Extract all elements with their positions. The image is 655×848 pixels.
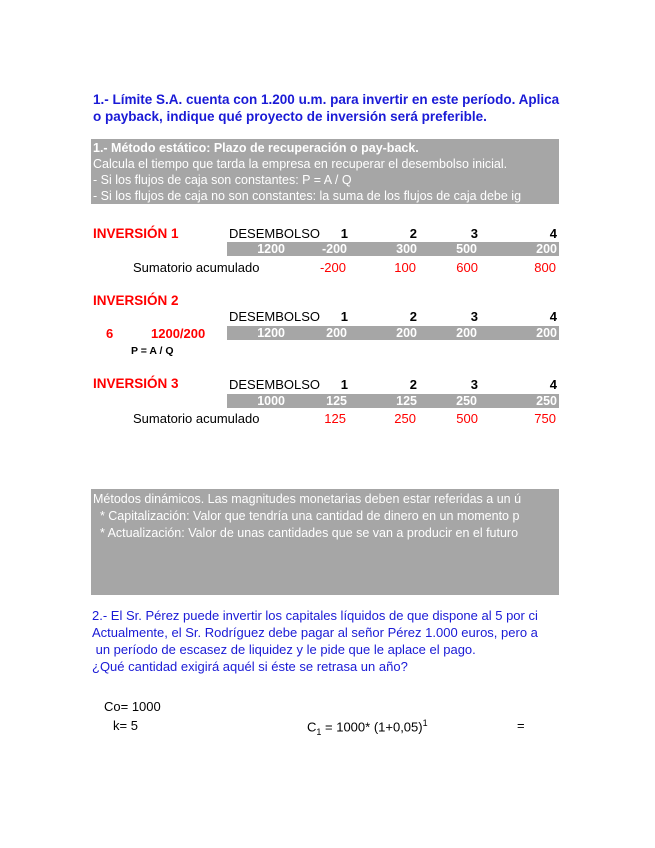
investment1-flow-1: -200: [321, 242, 347, 256]
investment3-flow-3: 250: [456, 394, 477, 408]
investment1-title: INVERSIÓN 1: [93, 226, 179, 241]
dynamic-method-line1: Métodos dinámicos. Las magnitudes monetarias deben estar referidas a un ú: [93, 492, 522, 506]
investment1-flow-4: 200: [536, 242, 557, 256]
investment1-outlay-value: 1200: [257, 242, 285, 256]
investment1-header-4: 4: [549, 226, 557, 241]
dynamic-method-box: [91, 489, 559, 595]
investment2-payback: 6: [106, 326, 114, 341]
static-method-line2: - Si los flujos de caja son constantes: P = A / Q: [93, 173, 352, 187]
investment3-flow-2: 125: [396, 394, 417, 408]
investment3-acc-label: Sumatorio acumulado: [133, 411, 260, 426]
static-method-box: [91, 139, 559, 204]
investment1-flow-2: 300: [396, 242, 417, 256]
investment1-header-3: 3: [470, 226, 478, 241]
investment3-acc-1: 125: [324, 411, 346, 426]
investment2-flow-1: 200: [326, 326, 347, 340]
investment3-acc-3: 500: [456, 411, 478, 426]
investment2-flow-3: 200: [456, 326, 477, 340]
investment2-header-outlay: DESEMBOLSO: [229, 309, 321, 324]
calc-co: Co= 1000: [104, 699, 161, 714]
investment2-flows-bar: [227, 326, 559, 340]
investment2-formula-note: P = A / Q: [131, 345, 174, 357]
investment3-header-2: 2: [409, 377, 417, 392]
investment3-flows-bar: [227, 394, 559, 408]
investment3-outlay-value: 1000: [257, 394, 285, 408]
calc-formula-body: = 1000* (1+0,05): [321, 719, 423, 735]
investment2-header-4: 4: [549, 309, 557, 324]
static-method-title: 1.- Método estático: Plazo de recuperación o pay-back.: [93, 141, 419, 155]
investment1-acc-1: -200: [319, 260, 346, 275]
static-method-line1: Calcula el tiempo que tarda la empresa en recuperar el desembolso inicial.: [93, 157, 508, 171]
investment2-header-1: 1: [340, 309, 348, 324]
question2-line3: un período de escasez de liquidez y le pide que le aplace el pago.: [92, 642, 476, 657]
investment1-header-2: 2: [409, 226, 417, 241]
static-method-line3: - Si los flujos de caja no son constantes: la suma de los flujos de caja debe ig: [93, 189, 522, 203]
question2-line4: ¿Qué cantidad exigirá aquél si éste se retrasa un año?: [92, 659, 408, 674]
dynamic-method-line3: * Actualización: Valor de unas cantidades que se van a producir en el futuro: [93, 526, 519, 540]
investment3-header-4: 4: [549, 377, 557, 392]
investment2-title: INVERSIÓN 2: [93, 293, 179, 308]
calc-k: k= 5: [113, 718, 138, 733]
investment3-title: INVERSIÓN 3: [93, 376, 179, 391]
investment1-acc-4: 800: [534, 260, 556, 275]
investment2-flow-2: 200: [396, 326, 417, 340]
investment1-flow-3: 500: [456, 242, 477, 256]
investment1-flows-bar: [227, 242, 559, 256]
calc-c-sub: 1: [316, 726, 322, 737]
calc-formula: [307, 718, 428, 737]
calc-c-symbol: C: [307, 719, 317, 735]
investment2-header-2: 2: [409, 309, 417, 324]
investment3-flow-1: 125: [326, 394, 347, 408]
investment3-header-1: 1: [340, 377, 348, 392]
investment1-acc-2: 100: [394, 260, 416, 275]
question1-line1: 1.- Límite S.A. cuenta con 1.200 u.m. para invertir en este período. Aplica: [93, 92, 560, 107]
question1-line2: o payback, indique qué proyecto de inversión será preferible.: [93, 109, 487, 124]
dynamic-method-line2: * Capitalización: Valor que tendría una cantidad de dinero en un momento p: [93, 509, 520, 523]
investment2-formula: 1200/200: [151, 326, 206, 341]
calc-equals: =: [517, 718, 525, 733]
investment3-header-3: 3: [470, 377, 478, 392]
investment1-acc-3: 600: [456, 260, 478, 275]
calc-exponent: 1: [422, 718, 428, 728]
investment1-acc-label: Sumatorio acumulado: [133, 260, 260, 275]
investment2-outlay-value: 1200: [257, 326, 285, 340]
investment3-flow-4: 250: [536, 394, 557, 408]
investment2-header-3: 3: [470, 309, 478, 324]
question2-line2: Actualmente, el Sr. Rodríguez debe pagar al señor Pérez 1.000 euros, pero a: [92, 625, 538, 640]
investment3-acc-2: 250: [394, 411, 416, 426]
investment1-header-outlay: DESEMBOLSO: [229, 226, 321, 241]
investment1-header-1: 1: [340, 226, 348, 241]
investment2-flow-4: 200: [536, 326, 557, 340]
investment3-acc-4: 750: [534, 411, 556, 426]
question2-line1: 2.- El Sr. Pérez puede invertir los capitales líquidos de que dispone al 5 por ci: [92, 608, 538, 623]
investment3-header-outlay: DESEMBOLSO: [229, 377, 321, 392]
